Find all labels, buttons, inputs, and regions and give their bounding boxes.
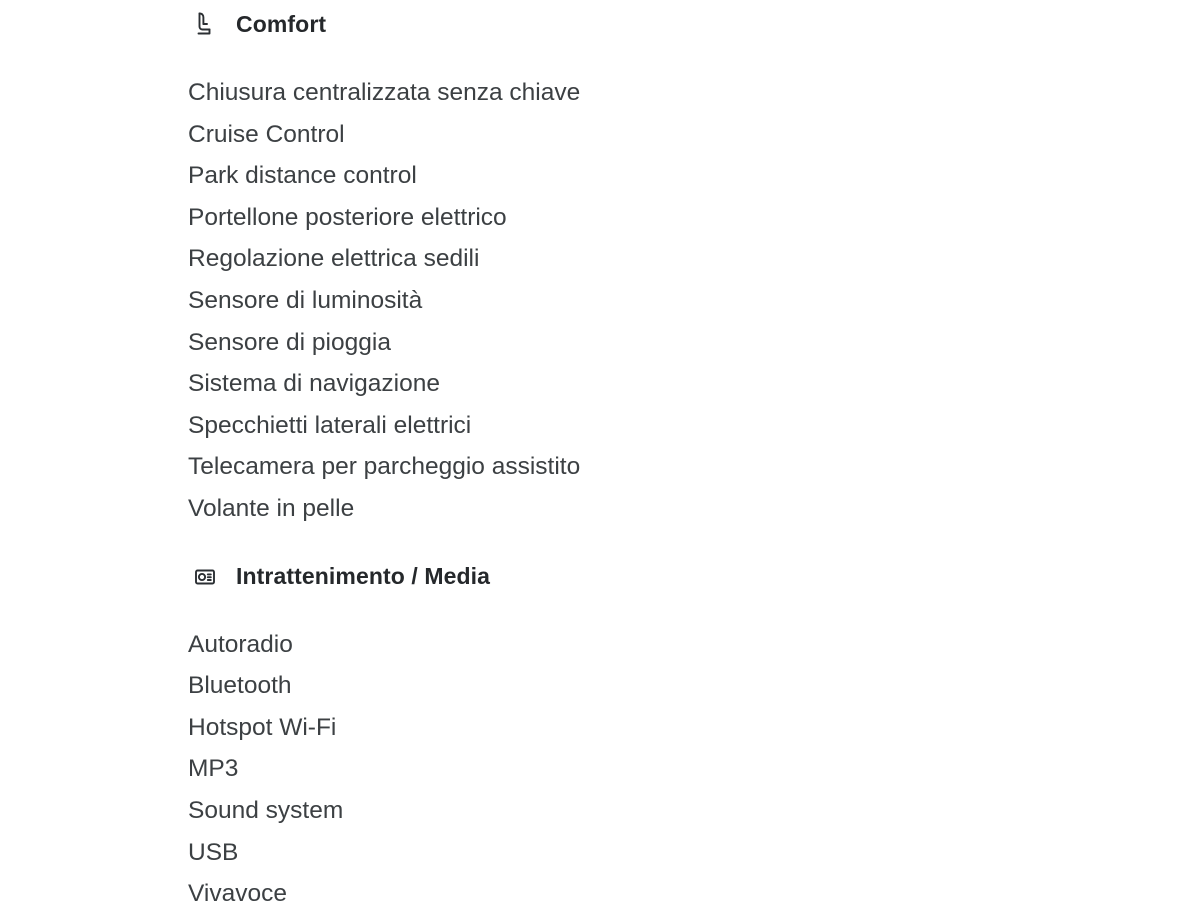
list-item: Chiusura centralizzata senza chiave (188, 79, 581, 106)
list-item: Bluetooth (188, 672, 292, 700)
section-comfort-title: Comfort (236, 11, 327, 38)
list-item: Cruise Control (188, 120, 345, 148)
section-media-title: Intrattenimento / Media (236, 562, 491, 589)
car-seat-icon (188, 8, 222, 42)
car-radio-icon (188, 560, 222, 594)
list-item: Portellone posteriore elettrico (188, 203, 507, 231)
list-item: Sensore di luminosità (188, 286, 423, 314)
section-media-header (188, 554, 1200, 600)
section-comfort (188, 0, 1200, 530)
list-item: Sound system (188, 796, 344, 824)
list-item: Telecamera per parcheggio assistito (188, 453, 581, 481)
section-comfort-header (188, 2, 1200, 48)
list-item: Regolazione elettrica sedili (188, 245, 480, 273)
list-item: Specchietti laterali elettrici (188, 411, 472, 439)
list-item: Volante in pelle (188, 494, 355, 522)
comfort-feature-list (188, 72, 1200, 530)
list-item: Vivavoce (188, 880, 287, 908)
list-item: USB (188, 838, 239, 866)
list-item: Hotspot Wi-Fi (188, 713, 337, 741)
list-item: Sensore di pioggia (188, 328, 391, 356)
list-item: MP3 (188, 755, 239, 783)
list-item: Park distance control (188, 162, 417, 190)
list-item: Sistema di navigazione (188, 370, 440, 398)
list-item: Autoradio (188, 630, 293, 658)
media-feature-list (188, 624, 1200, 915)
section-media (188, 554, 1200, 915)
